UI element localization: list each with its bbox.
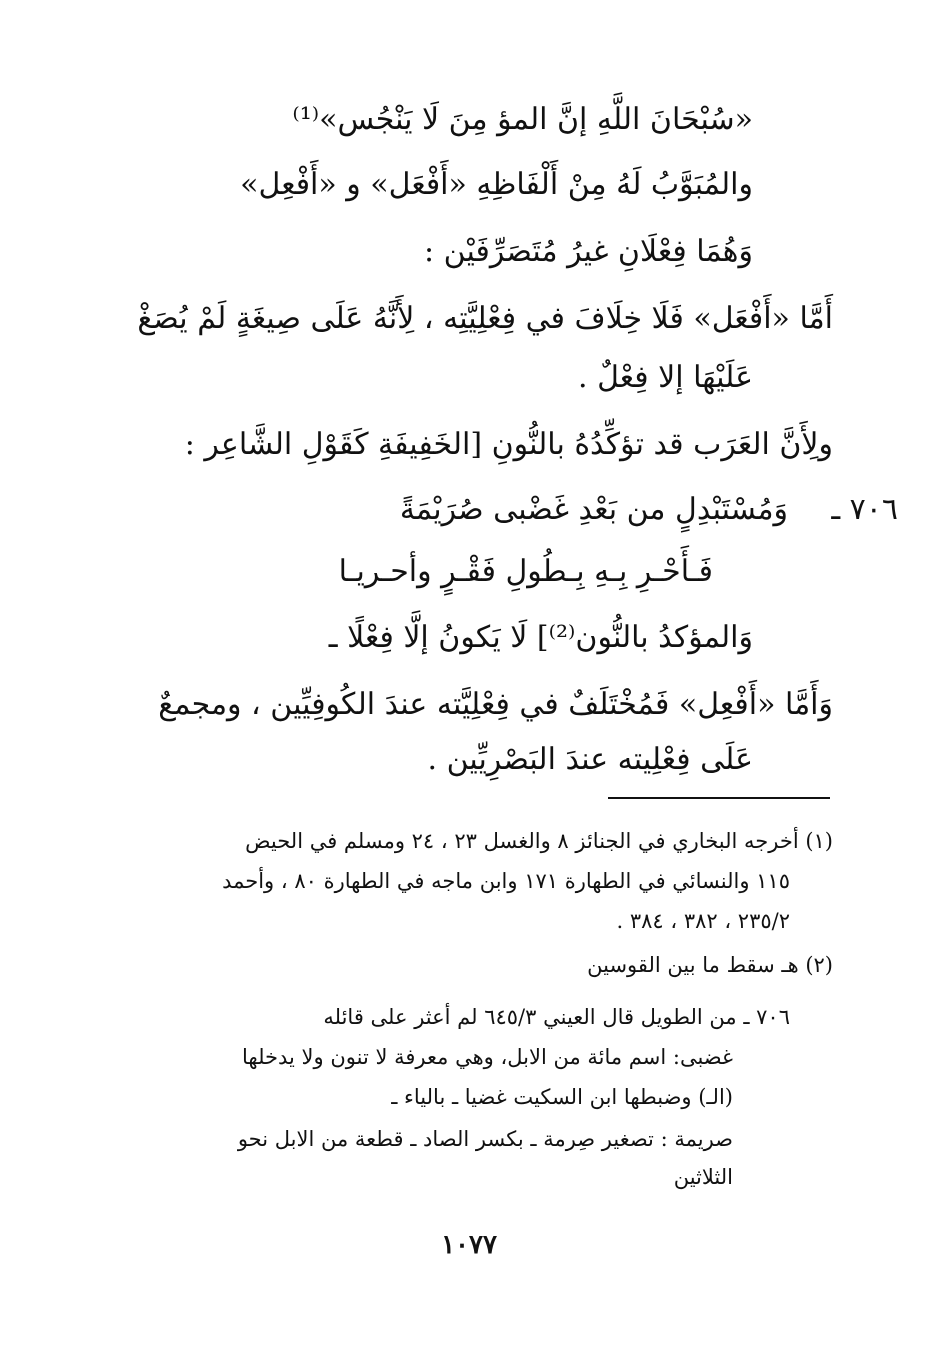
footnote-1-line-2: ١١٥ والنسائي في الطهارة ١٧١ وابن ماجه في الطهارة ٨٠ ، وأحمد (222, 869, 790, 893)
verse-hemistich-2: فَـأَحْـرِ بِـهِ بِـطُولِ فَقْـرٍ وأحـريـا (338, 554, 713, 589)
main-text-line-8: وَأَمَّا «أَفْعِل» فَمُخْتَلَفٌ في فِعْلِيَّته عندَ الكُوفِيِّين ، ومجمعٌ (158, 687, 833, 722)
main-text-line-5: عَلَيْهَا إلا فِعْلٌ . (578, 360, 753, 395)
main-text-line-6: ولِأَنَّ العَرَب قد تؤكِّدُهُ بالنُّونِ [الخَفِيفَةِ كَقَوْلِ الشَّاعِر : (184, 427, 833, 462)
main-text-line-2: والمُبَوَّبُ لَهُ مِنْ أَلْفَاظِهِ «أَفْعَل» و «أَفْعِل» (240, 167, 753, 202)
verse-number: ٧٠٦ ـ (831, 492, 898, 527)
footnote-separator (608, 797, 830, 799)
main-text-line-7: وَالمؤكدُ بالنُّون⁽²⁾] لَا يَكونُ إلَّا فِعْلًا ـ (328, 620, 753, 655)
footnote-1-line-3: ٢٣٥/٢ ، ٣٨٢ ، ٣٨٤ . (616, 909, 790, 933)
footnote-3-line-3: (الـ) وضبطها ابن السكيت غضيا ـ بالياء ـ (391, 1085, 733, 1109)
verse-hemistich-1: وَمُسْتَبْدِلٍ من بَعْدِ غَضْبى صُرَيْمَةً (399, 492, 788, 527)
footnote-2-line-1: (٢) هـ سقط ما بين القوسين (587, 953, 833, 977)
footnote-1-line-1: (١) أخرجه البخاري في الجنائز ٨ والغسل ٢٣ ، ٢٤ ومسلم في الحيض (245, 829, 833, 853)
footnote-3-line-1: ٧٠٦ ـ من الطويل قال العيني ٦٤٥/٣ لم أعثر على قائله (323, 1005, 790, 1029)
page-number: ١٠٧٧ (441, 1230, 497, 1260)
footnote-3-line-2: غضبى: اسم مائة من الابل، وهي معرفة لا تنون ولا يدخلها (242, 1045, 733, 1069)
main-text-line-1: «سُبْحَانَ اللَّهِ إنَّ المؤ مِنَ لَا يَنْجُس»⁽¹⁾ (292, 102, 753, 137)
main-text-line-3: وَهُمَا فِعْلَانِ غيرُ مُتَصَرِّفَيْن : (423, 234, 753, 269)
footnote-3-line-5: الثلاثين (673, 1165, 733, 1189)
main-text-line-4: أَمَّا «أَفْعَل» فَلَا خِلَافَ في فِعْلِيَّتِه ، لِأَنَّهُ عَلَى صِيغَةٍ لَمْ يُصَغْ (137, 301, 833, 336)
footnote-3-line-4: صريمة : تصغير صِرمة ـ بكسر الصاد ـ قطعة من الابل نحو (237, 1127, 733, 1151)
main-text-line-9: عَلَى فِعْلِيته عندَ البَصْرِيِّين . (427, 742, 753, 777)
